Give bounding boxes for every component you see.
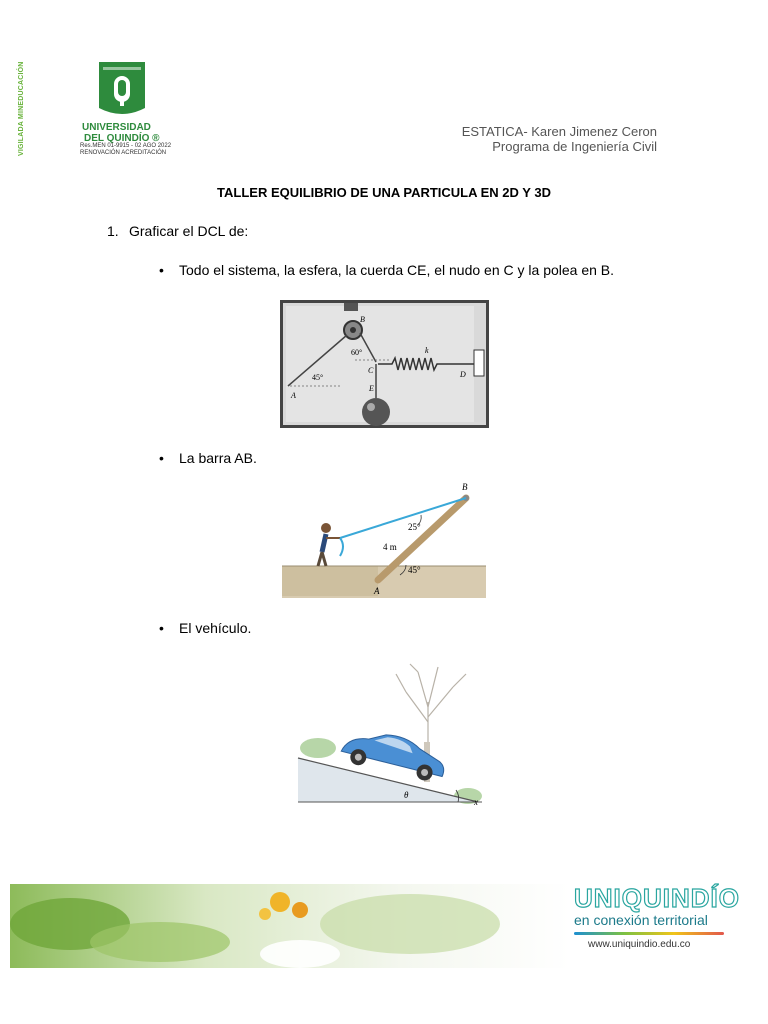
- brand-url: www.uniquindio.edu.co: [588, 939, 691, 950]
- brand-name: UNIQUINDÍO: [574, 883, 740, 913]
- brand-tagline: en conexión territorial: [574, 912, 708, 928]
- university-logo: [97, 62, 147, 120]
- label-B: B: [360, 315, 365, 324]
- footer-brand: [574, 883, 740, 950]
- figure-pulley-spring-system: [280, 300, 489, 428]
- label-A: A: [291, 391, 296, 400]
- bullet-dot: •: [159, 262, 164, 278]
- label-x: x: [474, 797, 478, 807]
- course-name: ESTATICA- Karen Jimenez Ceron: [461, 124, 657, 139]
- bullet-system: • Todo el sistema, la esfera, la cuerda CE, el nudo en C y la polea en B.: [159, 262, 615, 278]
- header-course-info: [462, 124, 657, 154]
- document-title: TALLER EQUILIBRIO DE UNA PARTICULA EN 2D Y 3D: [217, 185, 551, 200]
- label-A: A: [374, 586, 380, 596]
- label-D: D: [460, 370, 466, 379]
- label-25: 25°: [408, 522, 421, 532]
- item-1: 1. Graficar el DCL de:: [107, 223, 249, 239]
- figure-bar-ab: [282, 470, 486, 598]
- label-45: 45°: [408, 565, 421, 575]
- label-60: 60°: [351, 348, 363, 357]
- accreditation-text: Res.MEN 01-9915 - 02 AGO 2022 RENOVACIÓN ACREDITACIÓN: [80, 143, 172, 156]
- bullet-dot: •: [159, 450, 164, 466]
- figure-vehicle-slope: [278, 662, 492, 814]
- label-C: C: [368, 366, 374, 375]
- label-k: k: [425, 346, 429, 355]
- vigilada-vertical-text: VIGILADA MINEDUCACIÓN: [18, 61, 25, 156]
- bullet-dot: •: [159, 620, 164, 636]
- label-B: B: [462, 482, 468, 492]
- university-name: UNIVERSIDAD DEL QUINDÍO ®: [82, 122, 160, 144]
- bullet-vehicle: • El vehículo.: [159, 620, 252, 636]
- program-name: Programa de Ingeniería Civil: [492, 139, 657, 154]
- bullet-bar-ab: • La barra AB.: [159, 450, 257, 466]
- label-theta: θ: [404, 790, 409, 800]
- label-4m: 4 m: [383, 542, 397, 552]
- label-45: 45°: [312, 373, 324, 382]
- label-E: E: [369, 384, 374, 393]
- brand-color-line: [574, 932, 724, 935]
